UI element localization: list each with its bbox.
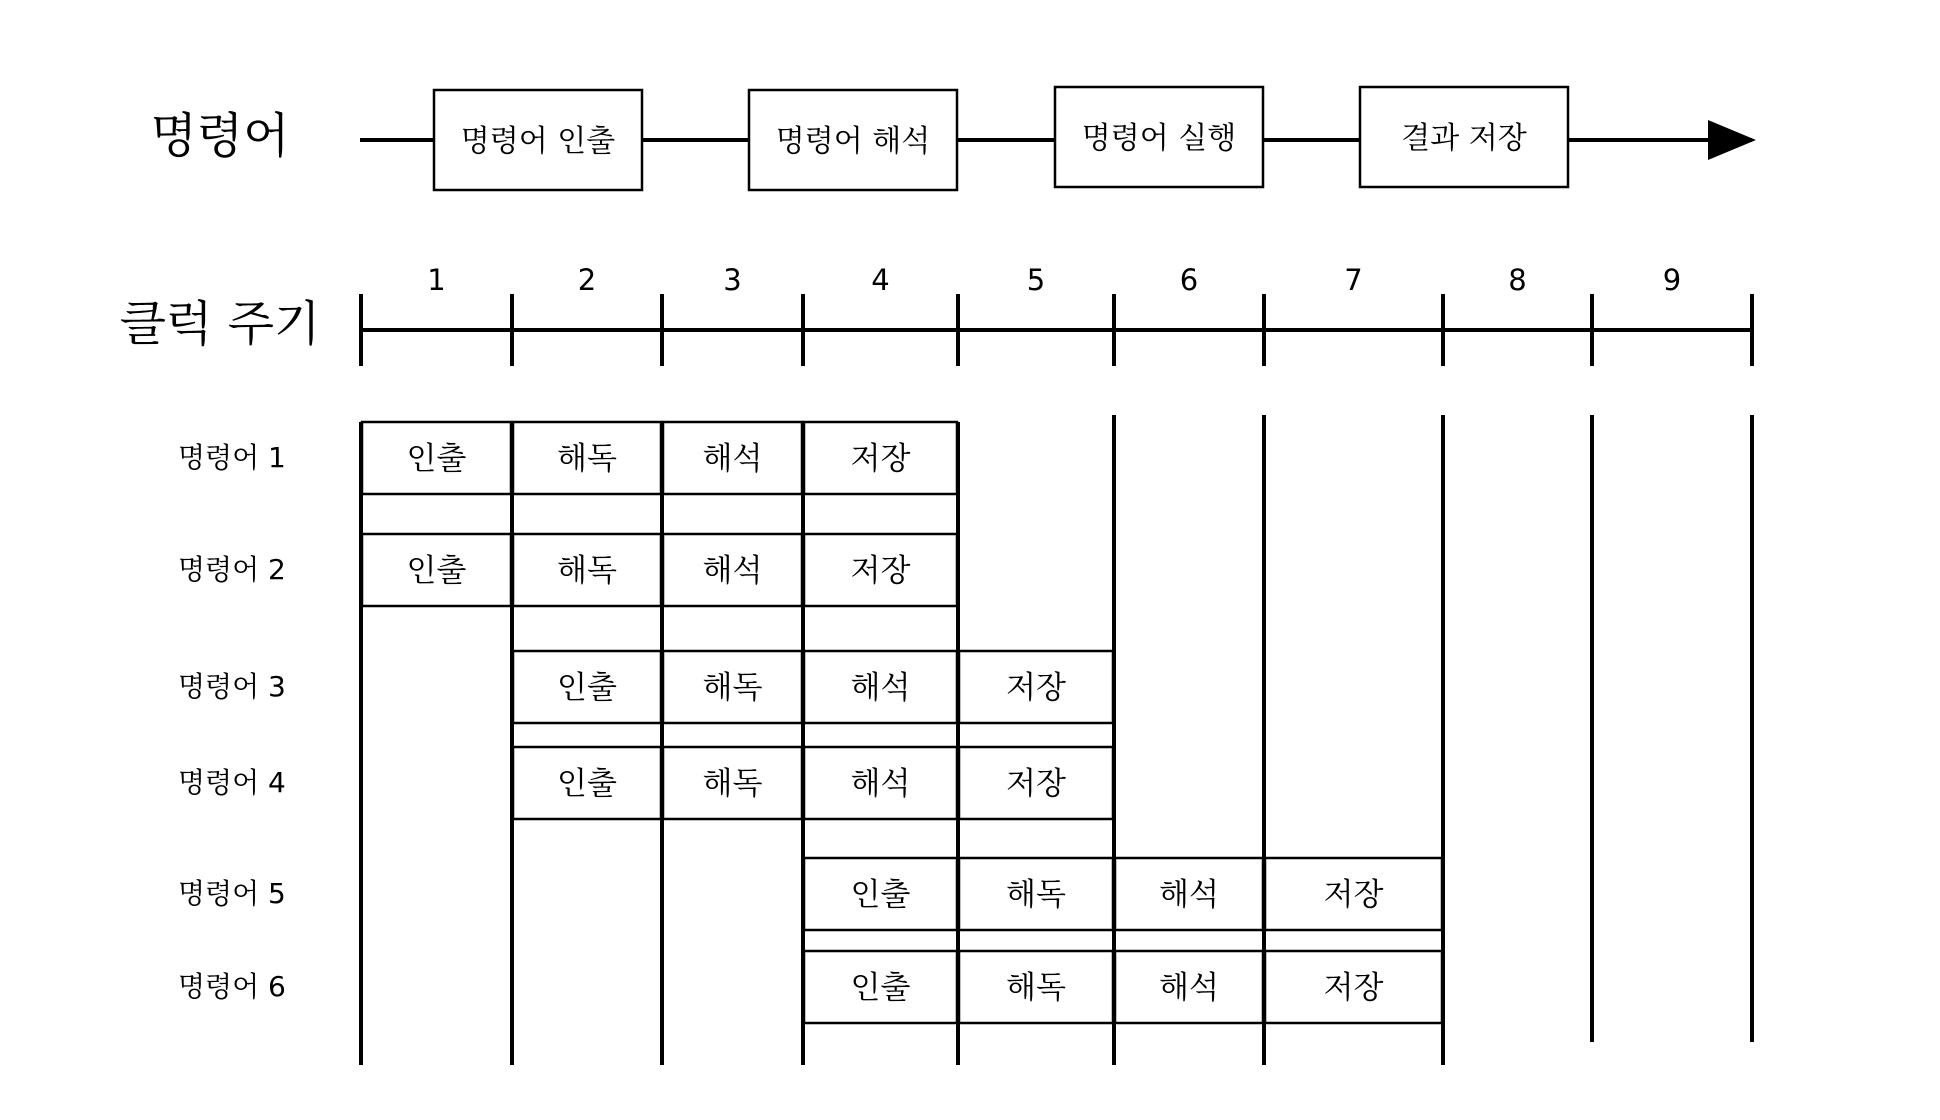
- pipeline-cell-label: 저장: [1323, 877, 1384, 913]
- pipeline-cell-label: 인출: [406, 441, 467, 477]
- clock-tick-label: 4: [871, 263, 890, 297]
- pipeline-cell-label: 인출: [850, 970, 911, 1006]
- instruction-row-label: 명령어 2: [178, 553, 286, 586]
- pipeline-cell-label: 해석: [1159, 877, 1219, 913]
- clock-tick-label: 9: [1662, 263, 1682, 297]
- clock-cycle-label: 클럭 주기: [119, 296, 321, 352]
- pipeline-cell-label: 저장: [1006, 766, 1066, 802]
- clock-tick-label: 1: [427, 263, 446, 297]
- clock-tick-label: 3: [723, 263, 742, 297]
- instruction-row-label: 명령어 6: [178, 970, 286, 1003]
- pipeline-cell-label: 인출: [557, 766, 617, 802]
- instruction-flow-label: 명령어: [150, 108, 290, 164]
- instruction-row-label: 명령어 5: [178, 877, 286, 910]
- pipeline-cell-label: 해독: [702, 670, 763, 706]
- pipeline-cell-label: 인출: [850, 877, 911, 913]
- clock-tick-label: 2: [577, 263, 597, 297]
- pipeline-cell-label: 저장: [850, 441, 911, 477]
- pipeline-cell-label: 해석: [850, 670, 911, 706]
- clock-tick-label: 6: [1179, 263, 1199, 297]
- pipeline-cell-label: 해석: [850, 766, 911, 802]
- pipeline-cell-label: 해독: [557, 553, 617, 589]
- pipeline-cell-label: 해독: [1006, 970, 1066, 1006]
- pipeline-cell-label: 저장: [1323, 970, 1384, 1006]
- stage-label: 명령어 실행: [1081, 121, 1237, 156]
- clock-tick-label: 8: [1508, 263, 1527, 297]
- instruction-row-label: 명령어 4: [178, 766, 286, 799]
- clock-tick-label: 7: [1344, 263, 1363, 297]
- stage-label: 명령어 인출: [460, 124, 616, 159]
- pipeline-cell-label: 해독: [1006, 877, 1066, 913]
- pipeline-rows: [178, 422, 1442, 1023]
- pipeline-cell-label: 해독: [702, 766, 763, 802]
- pipeline-cell-label: 해석: [1159, 970, 1219, 1006]
- clock-ticks: [361, 263, 1752, 366]
- clock-tick-label: 5: [1026, 263, 1046, 297]
- pipeline-cell-label: 해석: [702, 553, 763, 589]
- pipeline-cell-label: 인출: [557, 670, 617, 706]
- pipeline-cell-label: 해독: [557, 441, 617, 477]
- pipeline-cell-label: 저장: [1006, 670, 1066, 706]
- pipeline-cell-label: 해석: [702, 441, 763, 477]
- pipeline-cell-label: 인출: [406, 553, 467, 589]
- pipeline-cell-label: 저장: [850, 553, 911, 589]
- instruction-row-label: 명령어 3: [178, 670, 286, 703]
- stage-label: 명령어 해석: [775, 124, 931, 159]
- stage-label: 결과 저장: [1401, 121, 1527, 156]
- instruction-row-label: 명령어 1: [178, 441, 286, 474]
